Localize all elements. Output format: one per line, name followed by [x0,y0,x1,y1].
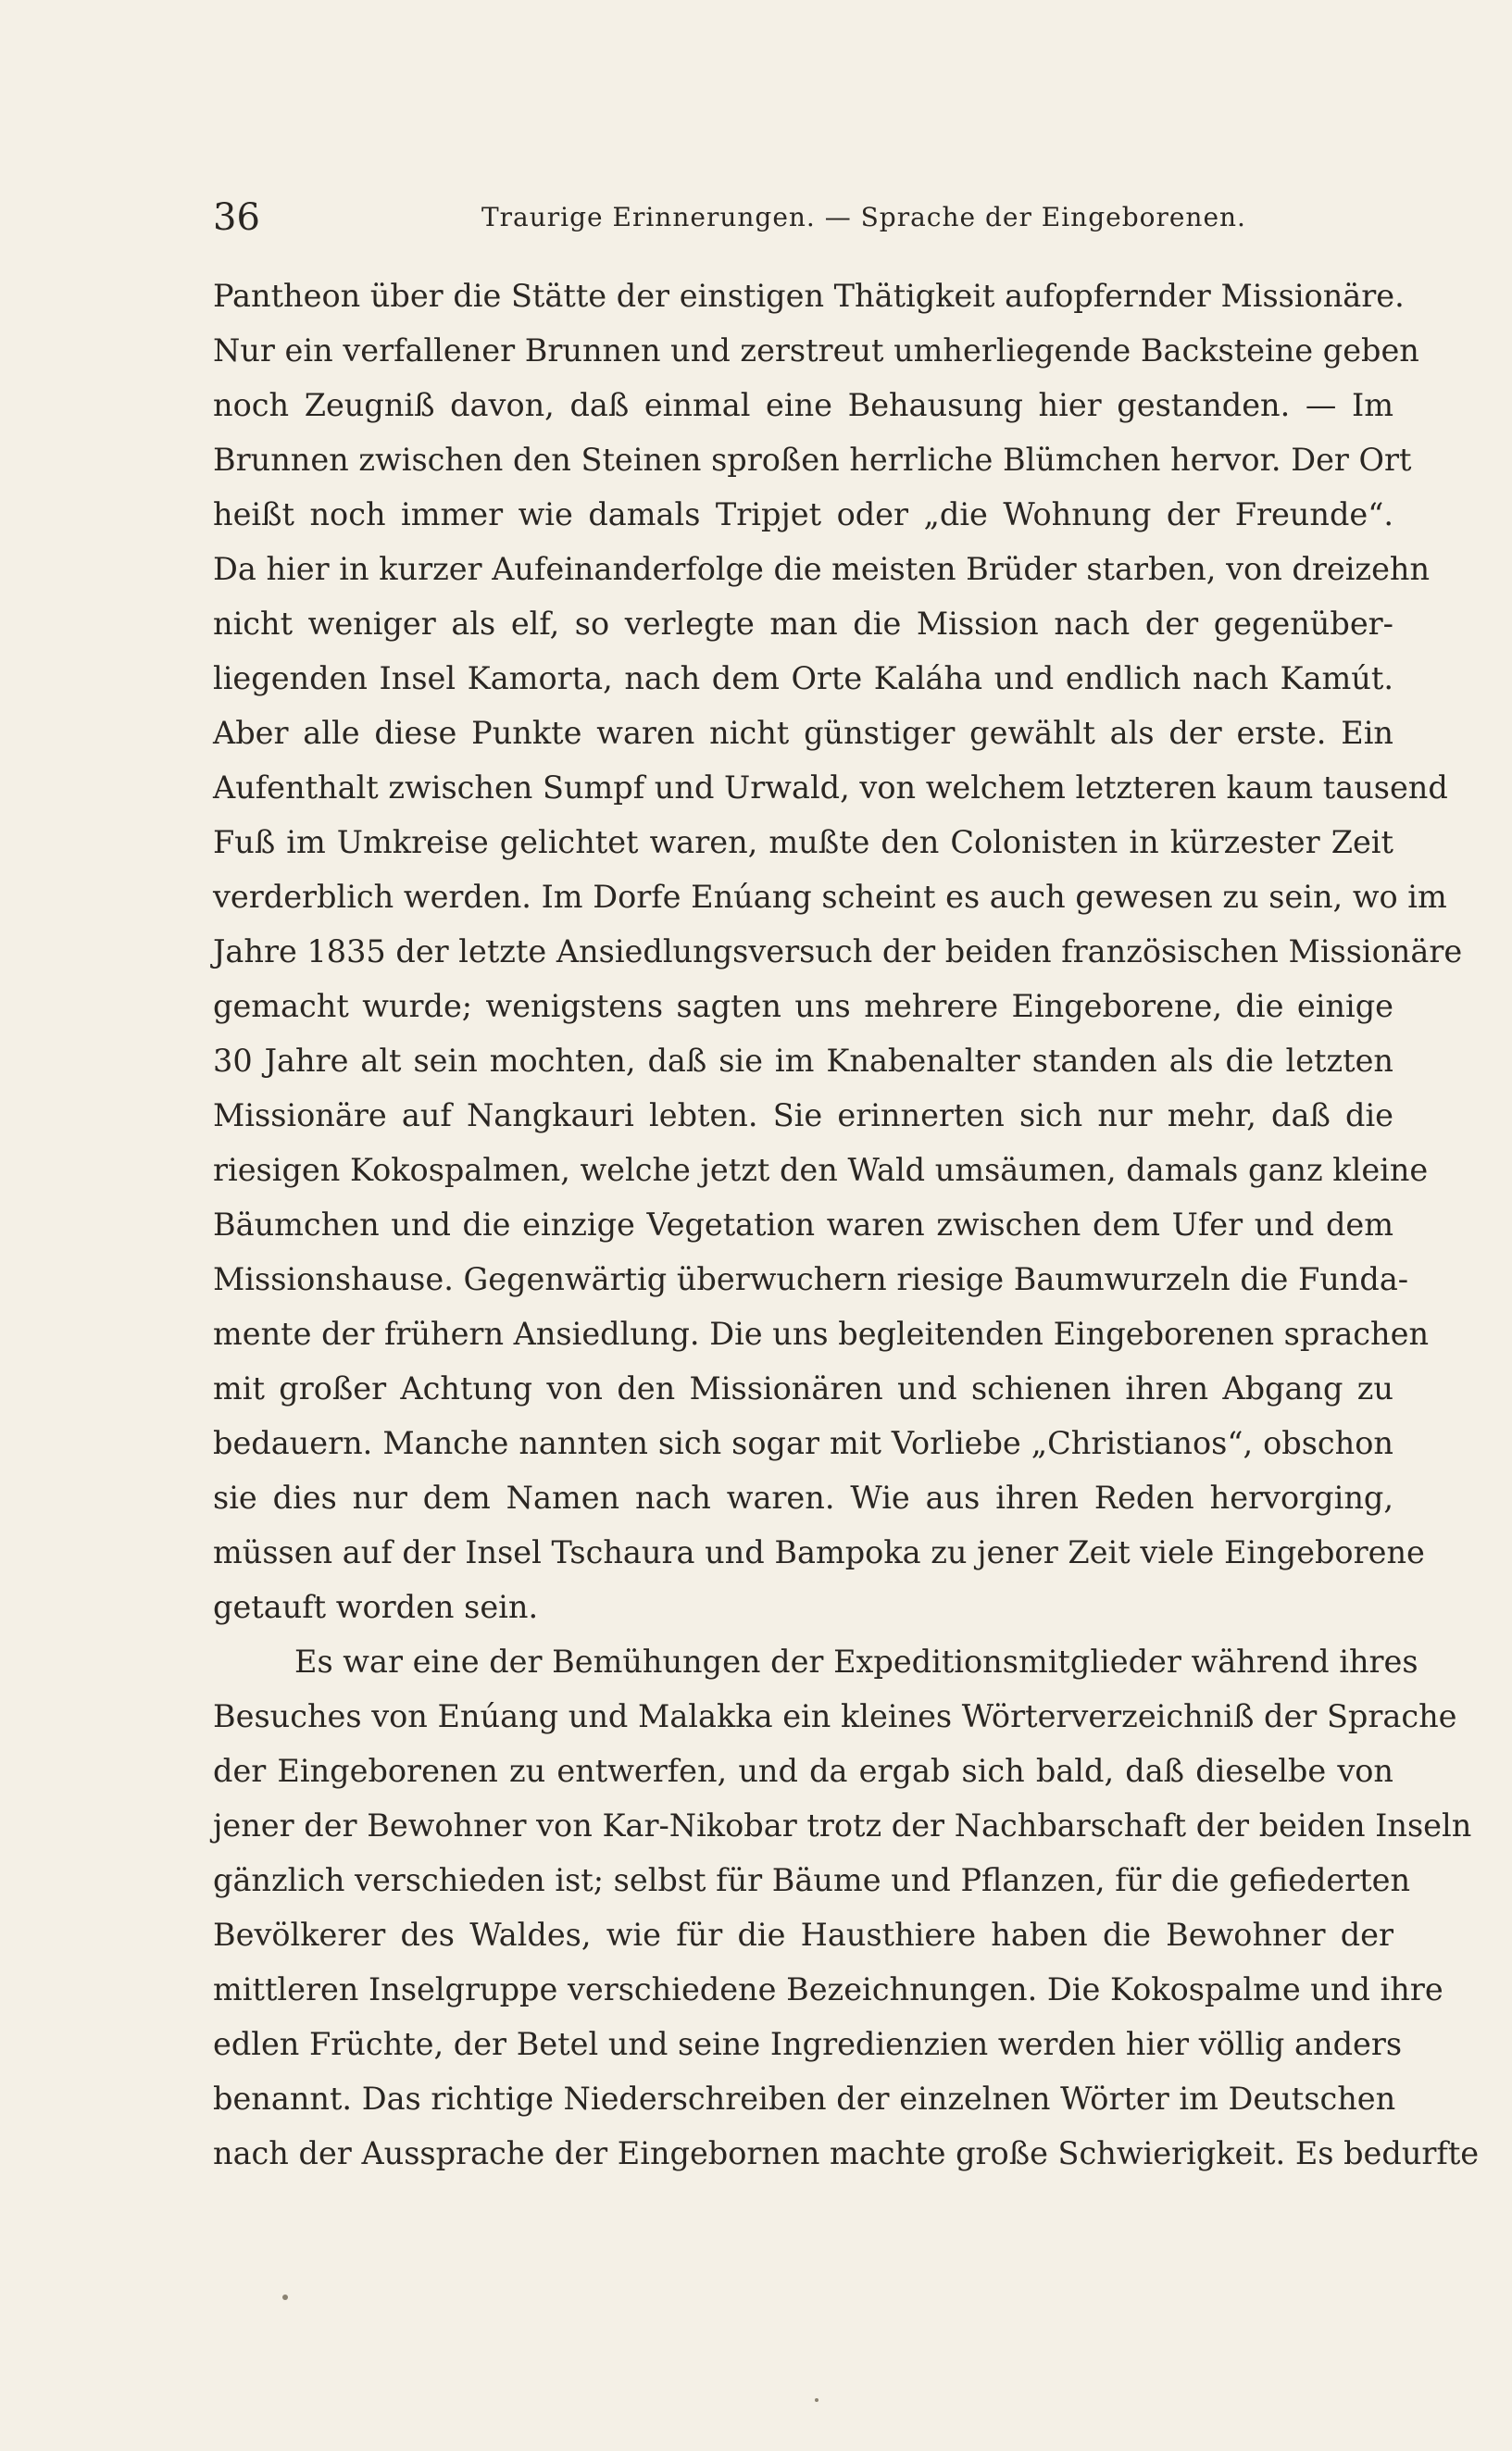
text-line: jener der Bewohner von Kar-Nikobar trotz der Nachbarschaft der beiden Inseln [213,1807,1472,1844]
paper-speck [815,2398,818,2402]
text-line: 30 Jahre alt sein mochten, daß sie im Knabenalter standen als die letzten [213,1043,1393,1079]
paragraph-2 [213,1634,1480,2181]
text-line: liegenden Insel Kamorta, nach dem Orte Kaláha und endlich nach Kamút. [213,660,1393,696]
text-line: Brunnen zwischen den Steinen sproßen herrliche Blümchen hervor. Der Ort [213,442,1412,478]
text-line: Da hier in kurzer Aufeinanderfolge die meisten Brüder starben, von dreizehn [213,551,1431,587]
text-line: benannt. Das richtige Niederschreiben der einzelnen Wörter im Deutschen [213,2081,1396,2117]
paper-speck [282,2295,288,2300]
text-line: Es war eine der Bemühungen der Expeditionsmitglieder während ihres [294,1644,1418,1680]
text-line: müssen auf der Insel Tschaura und Bampoka zu jener Zeit viele Eingeborene [213,1534,1425,1570]
text-line: Bäumchen und die einzige Vegetation waren zwischen dem Ufer und dem [213,1207,1393,1243]
text-line: Bevölkerer des Waldes, wie für die Hausthiere haben die Bewohner der [213,1917,1393,1953]
text-line: heißt noch immer wie damals Tripjet oder „die Wohnung der Freunde“. [213,496,1393,532]
text-line: Jahre 1835 der letzte Ansiedlungsversuch der beiden französischen Missionäre [213,933,1463,969]
text-line: Aber alle diese Punkte waren nicht günstiger gewählt als der erste. Ein [213,715,1393,751]
text-line: noch Zeugniß davon, daß einmal eine Behausung hier gestanden. — Im [213,387,1393,423]
text-line: Nur ein verfallener Brunnen und zerstreut umherliegende Backsteine geben [213,332,1419,369]
text-line: riesigen Kokospalmen, welche jetzt den Wald umsäumen, damals ganz kleine [213,1152,1429,1188]
paragraph-1 [213,269,1463,1634]
text-line: gänzlich verschieden ist; selbst für Bäume und Pflanzen, für die gefiederten [213,1862,1411,1898]
text-line: mittleren Inselgruppe verschiedene Bezeichnungen. Die Kokospalme und ihre [213,1971,1443,2007]
running-head: Traurige Erinnerungen. — Sprache der Eingeborenen. [481,202,1246,232]
text-line: Missionäre auf Nangkauri lebten. Sie erinnerten sich nur mehr, daß die [213,1097,1393,1133]
page-header [213,196,1412,243]
text-line: Besuches von Enúang und Malakka ein kleines Wörterverzeichniß der Sprache [213,1698,1457,1734]
body-text [213,269,1480,2181]
text-line: sie dies nur dem Namen nach waren. Wie aus ihren Reden hervorging, [213,1480,1393,1516]
text-line: getauft worden sein. [213,1589,539,1625]
text-line: Fuß im Umkreise gelichtet waren, mußte den Colonisten in kürzester Zeit [213,824,1393,860]
text-line: nach der Aussprache der Eingebornen machte große Schwierigkeit. Es bedurfte [213,2135,1480,2171]
text-line: bedauern. Manche nannten sich sogar mit Vorliebe „Christianos“, obschon [213,1425,1393,1461]
text-line: nicht weniger als elf, so verlegte man die Mission nach der gegenüber- [213,606,1393,642]
text-line: Missionshause. Gegenwärtig überwuchern riesige Baumwurzeln die Funda- [213,1261,1409,1297]
text-line: mit großer Achtung von den Missionären und schienen ihren Abgang zu [213,1370,1393,1407]
text-line: Pantheon über die Stätte der einstigen Thätigkeit aufopfernder Missionäre. [213,278,1405,314]
text-line: Aufenthalt zwischen Sumpf und Urwald, von welchem letzteren kaum tausend [213,769,1448,806]
text-line: gemacht wurde; wenigstens sagten uns mehrere Eingeborene, die einige [213,988,1393,1024]
text-line: edlen Früchte, der Betel und seine Ingredienzien werden hier völlig anders [213,2026,1403,2062]
page-number: 36 [213,196,260,239]
text-line: mente der frühern Ansiedlung. Die uns begleitenden Eingeborenen sprachen [213,1316,1430,1352]
text-line: verderblich werden. Im Dorfe Enúang scheint es auch gewesen zu sein, wo im [213,879,1447,915]
text-line: der Eingeborenen zu entwerfen, und da ergab sich bald, daß dieselbe von [213,1753,1393,1789]
